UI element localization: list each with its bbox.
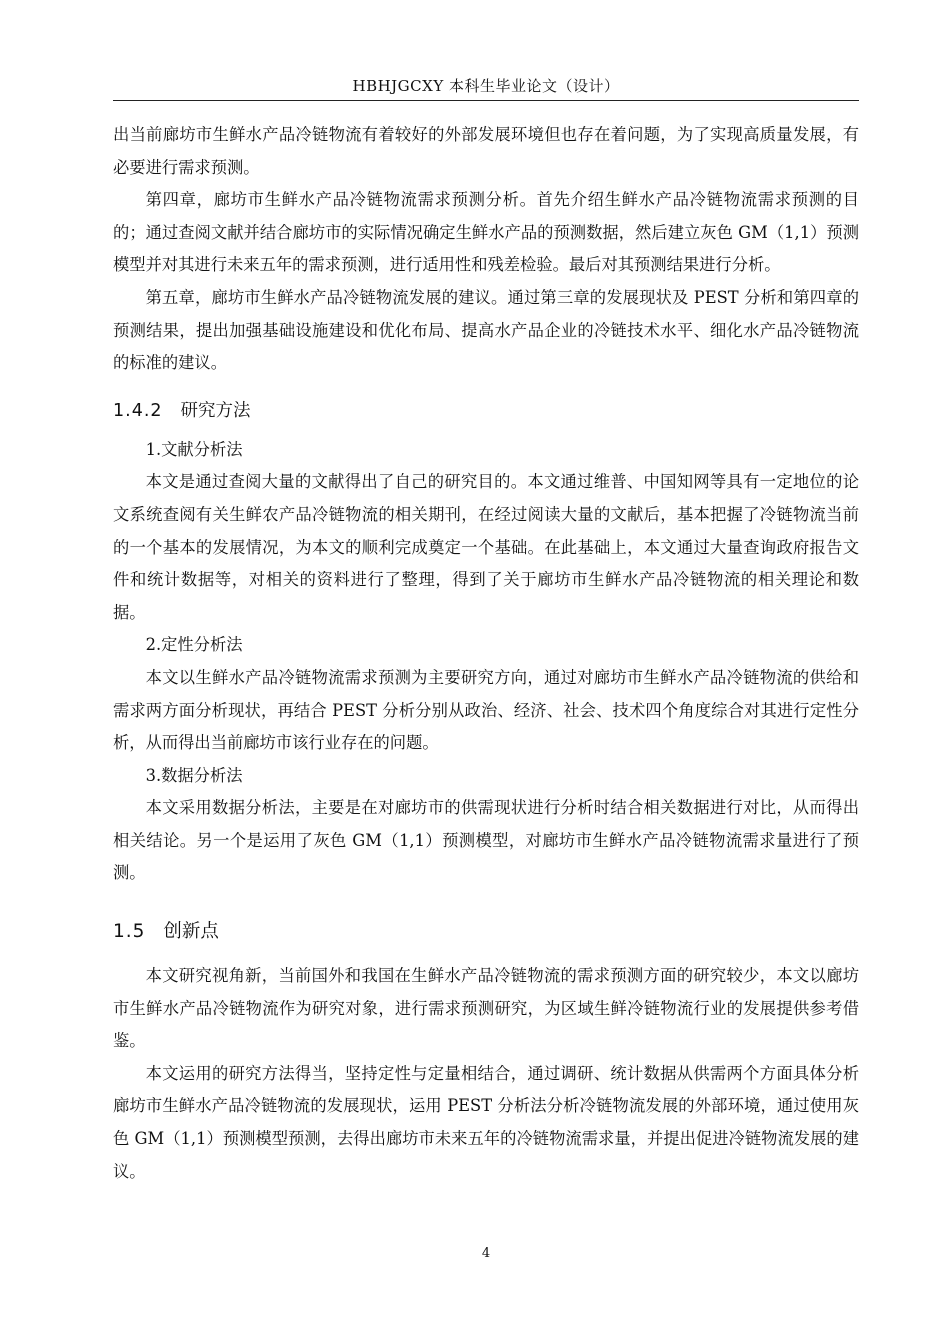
method-label-literature: 1.文献分析法: [145, 439, 243, 459]
innovation-paragraph-2: 本文运用的研究方法得当，坚持定性与定量相结合，通过调研、统计数据从供需两个方面具体分析廊坊市生鲜水产品冷链物流的发展现状，运用 PEST 分析法分析冷链物流发展的外部环境，通过使用灰色 GM（1,1）预测模型预测，去得出廊坊市未来五年的冷链物流需求量，并提出促进冷链物流发展的建议。: [113, 1063, 859, 1181]
header-divider: [113, 100, 859, 101]
innovation-paragraph-1: 本文研究视角新，当前国外和我国在生鲜水产品冷链物流的需求预测方面的研究较少，本文以廊坊市生鲜水产品冷链物流作为研究对象，进行需求预测研究，为区域生鲜冷链物流行业的发展提供参考借鉴。: [113, 966, 859, 1051]
section-heading-1-4-2: [113, 393, 859, 429]
method-text-qualitative: 本文以生鲜水产品冷链物流需求预测为主要研究方向，通过对廊坊市生鲜水产品冷链物流的供给和需求两方面分析现状，再结合 PEST 分析分别从政治、经济、社会、技术四个角度综合对其进行定性分析，从而得出当前廊坊市该行业存在的问题。: [113, 667, 859, 753]
paragraph-chapter4-summary: 第四章，廊坊市生鲜水产品冷链物流需求预测分析。首先介绍生鲜水产品冷链物流需求预测的目的；通过查阅文献并结合廊坊市的实际情况确定生鲜水产品的预测数据，然后建立灰色 GM（1,1）预测模型并对其进行未来五年的需求预测，进行适用性和残差检验。最后对其预测结果进行分析。: [113, 190, 859, 275]
method-label-qualitative: 2.定性分析法: [145, 635, 243, 655]
section-heading-1-5: [113, 914, 859, 950]
section-title: 创新点: [163, 921, 219, 943]
section-title: 研究方法: [180, 400, 251, 421]
section-number: 1.4.2: [113, 400, 163, 421]
page-body: [113, 119, 859, 1188]
page-number: 4: [481, 1246, 491, 1261]
method-text-data: 本文采用数据分析法，主要是在对廊坊市的供需现状进行分析时结合相关数据进行对比，从而得出相关结论。另一个是运用了灰色 GM（1,1）预测模型，对廊坊市生鲜水产品冷链物流需求量进行了预测。: [113, 798, 859, 883]
section-number: 1.5: [113, 921, 146, 943]
paragraph-chapter3-continued: 出当前廊坊市生鲜水产品冷链物流有着较好的外部发展环境但也存在着问题，为了实现高质量发展，有必要进行需求预测。: [113, 125, 859, 177]
method-text-literature: 本文是通过查阅大量的文献得出了自己的研究目的。本文通过维普、中国知网等具有一定地位的论文系统查阅有关生鲜农产品冷链物流的相关期刊，在经过阅读大量的文献后，基本把握了冷链物流当前的一个基本的发展情况，为本文的顺利完成奠定一个基础。在此基础上，本文通过大量查询政府报告文件和统计数据等，对相关的资料进行了整理，得到了关于廊坊市生鲜水产品冷链物流的相关理论和数据。: [113, 472, 859, 622]
method-label-data: 3.数据分析法: [145, 765, 243, 785]
paragraph-chapter5-summary: 第五章，廊坊市生鲜水产品冷链物流发展的建议。通过第三章的发展现状及 PEST 分析和第四章的预测结果，提出加强基础设施建设和优化布局、提高水产品企业的冷链技术水平、细化水产品冷链物流的标准的建议。: [113, 287, 859, 373]
running-header: HBHJGCXY 本科生毕业论文（设计）: [352, 77, 620, 95]
